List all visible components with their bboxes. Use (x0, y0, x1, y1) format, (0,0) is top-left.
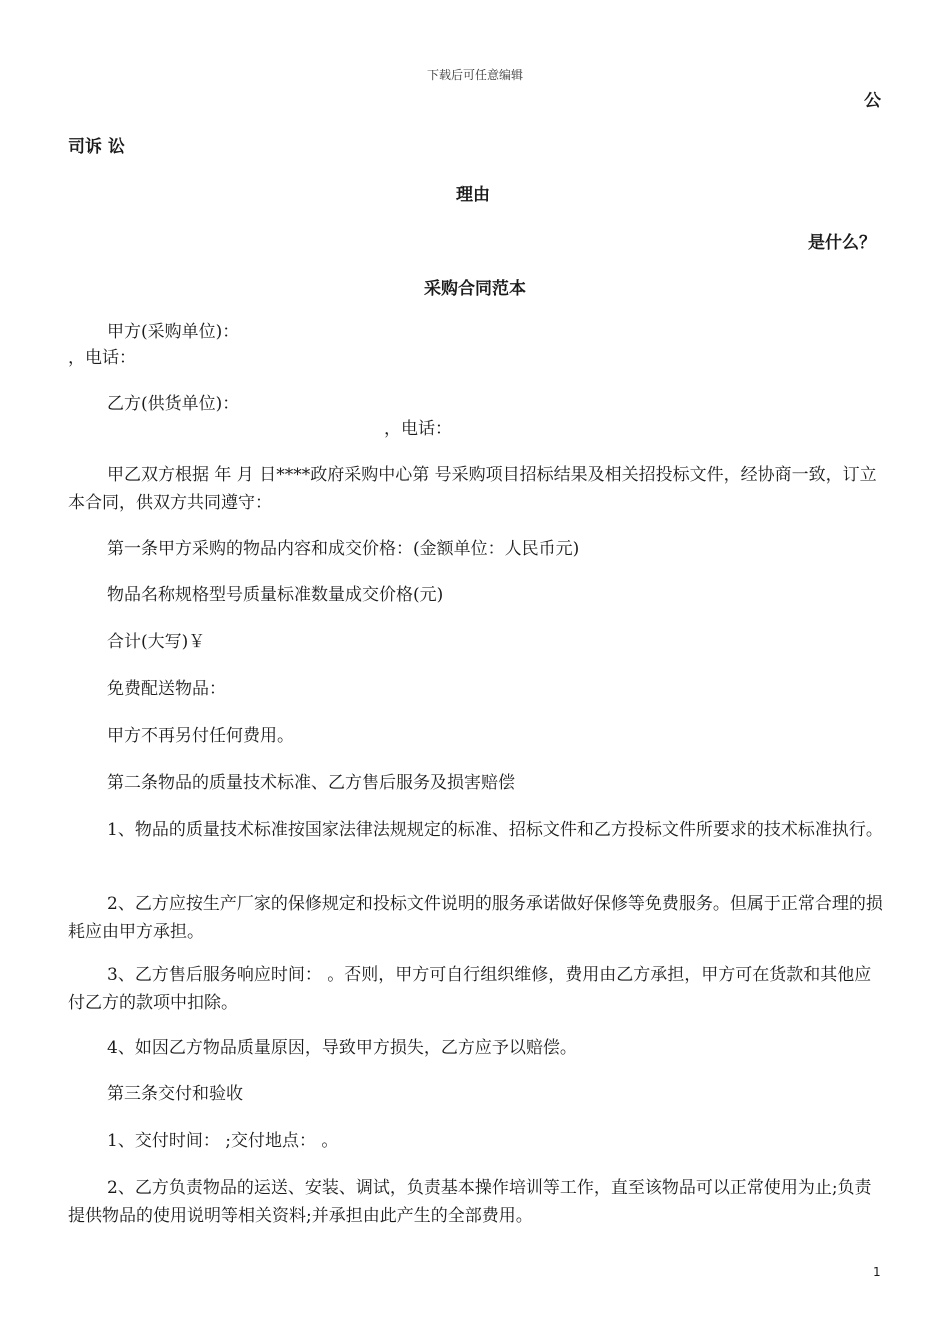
title-fragment-liyou: 理由 (456, 185, 490, 205)
goods-table-header: 物品名称规格型号质量标准数量成交价格(元) (107, 585, 444, 605)
article-3-clause-1: 1、交付时间： ;交付地点： 。 (107, 1131, 339, 1151)
title-fragment-gong: 公 (864, 91, 881, 111)
title-fragment-sisong: 司诉 讼 (68, 137, 125, 157)
article-2-clause-4: 4、如因乙方物品质量原因，导致甲方损失，乙方应予以赔偿。 (107, 1038, 577, 1058)
article-2-clause-2: 2、乙方应按生产厂家的保修规定和投标文件说明的服务承诺做好保修等免费服务。但属于正常合理的损耗应由甲方承担。 (68, 894, 883, 942)
article-2-heading: 第二条物品的质量技术标准、乙方售后服务及损害赔偿 (107, 773, 515, 793)
article-2-clause-1: 1、物品的质量技术标准按国家法律法规规定的标准、招标文件和乙方投标文件所要求的技术标准执行。 (107, 820, 883, 840)
title-fragment-shi: 是什么？ (808, 233, 876, 253)
intro-paragraph: 甲乙双方根据 年 月 日****政府采购中心第 号采购项目招标结果及相关招投标文件，经协商一致，订立本合同，供双方共同遵守： (68, 465, 877, 513)
party-a-label: 甲方(采购单位)： (107, 322, 240, 342)
header-watermark: 下载后可任意编辑 (426, 68, 523, 82)
total-amount-line: 合计(大写)￥ (107, 632, 206, 652)
page-number: 1 (873, 1265, 881, 1279)
article-3-clause-2: 2、乙方负责物品的运送、安装、调试，负责基本操作培训等工作，直至该物品可以正常使用为止;负责提供物品的使用说明等相关资料;并承担由此产生的全部费用。 (68, 1178, 872, 1226)
document-title: 采购合同范本 (424, 279, 526, 299)
article-1-heading: 第一条甲方采购的物品内容和成交价格：(金额单位：人民币元) (107, 539, 580, 559)
article-3-heading: 第三条交付和验收 (107, 1084, 243, 1104)
free-delivery-line: 免费配送物品： (107, 679, 226, 699)
party-b-phone: ，电话： (384, 419, 452, 439)
party-a-phone: ，电话： (68, 348, 136, 368)
no-extra-fee-line: 甲方不再另付任何费用。 (107, 726, 294, 746)
party-b-label: 乙方(供货单位)： (107, 394, 240, 414)
article-2-clause-3: 3、乙方售后服务响应时间： 。否则，甲方可自行组织维修，费用由乙方承担，甲方可在货款和其他应付乙方的款项中扣除。 (68, 965, 872, 1013)
